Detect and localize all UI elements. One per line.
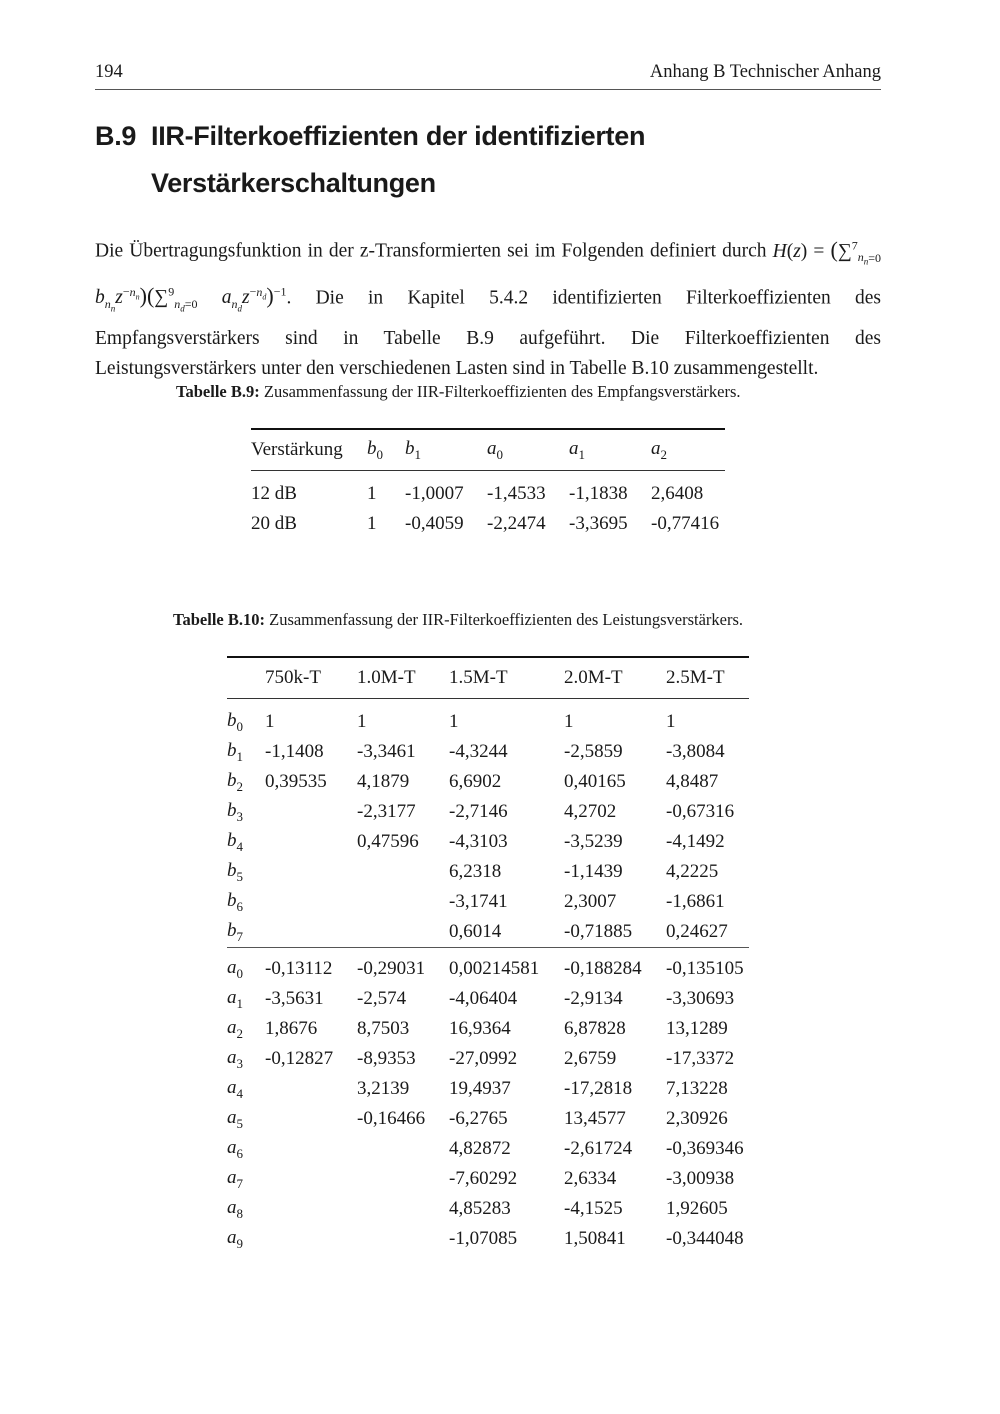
cell: -3,5239 — [564, 831, 623, 852]
cell: -0,4059 — [405, 513, 464, 534]
row-label-b3: $b_3$ — [227, 799, 243, 824]
section-title-line2: Verstärkerschaltungen — [151, 168, 436, 198]
cell: -3,3461 — [357, 741, 416, 762]
cell: -4,06404 — [449, 988, 518, 1009]
cell: 7,13228 — [666, 1078, 728, 1099]
cell: -0,29031 — [357, 958, 426, 979]
table-row — [227, 954, 749, 984]
header-1.0m-t: 1.0M-T — [357, 657, 449, 699]
running-title: Anhang B Technischer Anhang — [649, 62, 881, 82]
table-row — [227, 887, 749, 917]
table-row — [227, 737, 749, 767]
row-label-a4: $a_4$ — [227, 1076, 243, 1101]
page-number: 194 — [95, 62, 123, 82]
cell — [357, 1194, 449, 1224]
cell — [265, 1164, 357, 1194]
cell: 0,24627 — [666, 921, 728, 942]
table-row — [227, 1134, 749, 1164]
intro-paragraph — [95, 230, 881, 384]
cell: -1,0007 — [405, 483, 464, 504]
cell — [265, 857, 357, 887]
cell — [265, 887, 357, 917]
cell: -3,5631 — [265, 988, 324, 1009]
cell: -0,67316 — [666, 801, 735, 822]
row-label-b2: $b_2$ — [227, 769, 243, 794]
cell: 1 — [357, 711, 367, 732]
cell: -4,1492 — [666, 831, 725, 852]
table-b9-caption-text: Zusammenfassung der IIR-Filterkoeffizienten des Empfangsverstärkers. — [259, 382, 741, 401]
cell: -0,77416 — [651, 513, 720, 534]
row-label-a3: $a_3$ — [227, 1046, 243, 1071]
row-label-a9: $a_9$ — [227, 1226, 243, 1251]
cell — [357, 1224, 449, 1254]
table-row — [251, 509, 725, 539]
cell: -0,13112 — [265, 958, 333, 979]
row-label-a1: $a_1$ — [227, 986, 243, 1011]
cell — [357, 887, 449, 917]
table-row — [227, 917, 749, 948]
row-label-a5: $a_5$ — [227, 1106, 243, 1131]
cell: 4,2225 — [666, 861, 719, 882]
cell: 12 dB — [251, 483, 297, 504]
header-1.5m-t: 1.5M-T — [449, 657, 564, 699]
header-750k-t: 750k-T — [265, 657, 357, 699]
intro-text: Die Übertragungsfunktion in der z-Transformierten sei im Folgenden definiert durch — [95, 240, 767, 262]
cell: -0,16466 — [357, 1108, 426, 1129]
row-label-a6: $a_6$ — [227, 1136, 243, 1161]
cell — [265, 1074, 357, 1104]
cell: -3,00938 — [666, 1168, 735, 1189]
cell: -1,4533 — [487, 483, 546, 504]
cell — [265, 797, 357, 827]
cell: -3,8084 — [666, 741, 725, 762]
row-label-a8: $a_8$ — [227, 1196, 243, 1221]
table-row — [227, 984, 749, 1014]
cell: 2,6334 — [564, 1168, 617, 1189]
cell: 0,40165 — [564, 771, 626, 792]
cell: 6,6902 — [449, 771, 502, 792]
cell: 8,7503 — [357, 1018, 410, 1039]
header-a2: $a_2$ — [651, 429, 725, 471]
cell: -3,3695 — [569, 513, 628, 534]
cell: -0,12827 — [265, 1048, 334, 1069]
cell — [265, 917, 357, 948]
cell: 1 — [449, 711, 459, 732]
cell: 0,6014 — [449, 921, 502, 942]
cell: -3,1741 — [449, 891, 508, 912]
header-verstaerkung: Verstärkung — [251, 429, 367, 471]
table-b10-caption — [173, 610, 743, 630]
table-row — [227, 767, 749, 797]
cell: -1,07085 — [449, 1228, 518, 1249]
table-row — [251, 479, 725, 509]
row-label-b1: $b_1$ — [227, 739, 243, 764]
cell: 4,1879 — [357, 771, 410, 792]
cell: -1,1439 — [564, 861, 623, 882]
section-number: B.9 — [95, 121, 137, 151]
table-row — [227, 827, 749, 857]
cell: -2,9134 — [564, 988, 623, 1009]
table-row — [227, 1014, 749, 1044]
cell: -4,1525 — [564, 1198, 623, 1219]
cell: 1,50841 — [564, 1228, 626, 1249]
cell: -6,2765 — [449, 1108, 508, 1129]
cell: 13,1289 — [666, 1018, 728, 1039]
table-row — [227, 1194, 749, 1224]
cell: 6,2318 — [449, 861, 502, 882]
cell: -7,60292 — [449, 1168, 518, 1189]
cell: 4,2702 — [564, 801, 617, 822]
running-header — [95, 62, 881, 90]
cell — [265, 1224, 357, 1254]
table-b10-caption-text: Zusammenfassung der IIR-Filterkoeffizienten des Leistungsverstärkers. — [264, 610, 744, 629]
header-a0: $a_0$ — [487, 429, 569, 471]
cell: -17,3372 — [666, 1048, 735, 1069]
table-row — [227, 857, 749, 887]
cell — [357, 1164, 449, 1194]
section-heading — [95, 113, 895, 207]
cell: -0,188284 — [564, 958, 642, 979]
header-b0: $b_0$ — [367, 429, 405, 471]
cell: -1,1408 — [265, 741, 324, 762]
row-label-a7: $a_7$ — [227, 1166, 243, 1191]
cell: -2,7146 — [449, 801, 508, 822]
cell: -2,5859 — [564, 741, 623, 762]
cell: 4,85283 — [449, 1198, 511, 1219]
cell: -0,344048 — [666, 1228, 744, 1249]
cell: -2,574 — [357, 988, 407, 1009]
row-label-b6: $b_6$ — [227, 889, 243, 914]
cell: 0,47596 — [357, 831, 419, 852]
cell — [357, 917, 449, 948]
cell: -2,3177 — [357, 801, 416, 822]
cell: -27,0992 — [449, 1048, 518, 1069]
cell: 6,87828 — [564, 1018, 626, 1039]
header-empty — [227, 657, 265, 699]
cell — [265, 1134, 357, 1164]
cell: -1,6861 — [666, 891, 725, 912]
cell: 2,6408 — [651, 483, 704, 504]
table-row — [227, 1044, 749, 1074]
cell: -8,9353 — [357, 1048, 416, 1069]
header-2.5m-t: 2.5M-T — [666, 657, 749, 699]
header-b1: $b_1$ — [405, 429, 487, 471]
cell: 20 dB — [251, 513, 297, 534]
cell — [265, 1194, 357, 1224]
cell: -4,3103 — [449, 831, 508, 852]
table-b10 — [227, 656, 749, 1254]
cell: 19,4937 — [449, 1078, 511, 1099]
cell: 1 — [666, 711, 676, 732]
cell: -2,61724 — [564, 1138, 633, 1159]
row-label-b5: $b_5$ — [227, 859, 243, 884]
cell: -3,30693 — [666, 988, 735, 1009]
cell: 4,8487 — [666, 771, 719, 792]
row-label-b4: $b_4$ — [227, 829, 243, 854]
cell — [265, 1104, 357, 1134]
cell — [265, 827, 357, 857]
table-b9-caption-label: Tabelle B.9: — [176, 382, 260, 401]
section-title-line1: IIR-Filterkoeffizienten der identifizierten — [151, 121, 646, 151]
cell: -17,2818 — [564, 1078, 633, 1099]
cell: 2,30926 — [666, 1108, 728, 1129]
cell: 13,4577 — [564, 1108, 626, 1129]
cell: 1 — [564, 711, 574, 732]
paragraph-continuation: . Die in Kapitel 5.4.2 identifizierten Filterkoeffizienten des Empfangsverstärkers sind in Tabelle B.9 aufgeführt. Die Filterkoeffizienten des Leistungsverstärkers unter den verschiedenen Lasten sind in Tabelle B.10 zusammengestellt. — [95, 287, 881, 379]
cell — [357, 1134, 449, 1164]
cell: -1,1838 — [569, 483, 628, 504]
transfer-function-formula: H(z) = (∑$^7_{n_n=0}$ $b_{n_n}z^{-n_n})(\sum^9_{n_d=0}$ $a_{n_d}z^{-n_d})^{-1}$ — [95, 236, 881, 314]
table-row — [227, 797, 749, 827]
table-row — [227, 1164, 749, 1194]
table-row — [227, 1074, 749, 1104]
cell: -4,3244 — [449, 741, 508, 762]
cell: 2,3007 — [564, 891, 617, 912]
cell: 16,9364 — [449, 1018, 511, 1039]
cell: 0,00214581 — [449, 958, 540, 979]
header-2.0m-t: 2.0M-T — [564, 657, 666, 699]
cell: 3,2139 — [357, 1078, 410, 1099]
cell: -0,369346 — [666, 1138, 744, 1159]
table-row — [227, 1224, 749, 1254]
row-label-b7: $b_7$ — [227, 919, 243, 944]
cell: 1,8676 — [265, 1018, 318, 1039]
row-label-a2: $a_2$ — [227, 1016, 243, 1041]
table-b9-caption — [176, 382, 741, 402]
cell: -2,2474 — [487, 513, 546, 534]
table-b10-header-row — [227, 657, 749, 699]
cell: 4,82872 — [449, 1138, 511, 1159]
cell: -0,135105 — [666, 958, 744, 979]
table-b9-header-row — [251, 429, 725, 471]
row-label-b0: $b_0$ — [227, 709, 243, 734]
cell: 1 — [367, 483, 377, 504]
cell: 1 — [367, 513, 377, 534]
cell: 0,39535 — [265, 771, 327, 792]
header-a1: $a_1$ — [569, 429, 651, 471]
cell: 1,92605 — [666, 1198, 728, 1219]
table-row — [227, 1104, 749, 1134]
table-row — [227, 707, 749, 737]
cell — [357, 857, 449, 887]
table-b9 — [251, 428, 725, 539]
cell: 1 — [265, 711, 275, 732]
cell: -0,71885 — [564, 921, 633, 942]
row-label-a0: $a_0$ — [227, 956, 243, 981]
table-b10-caption-label: Tabelle B.10: — [173, 610, 265, 629]
cell: 2,6759 — [564, 1048, 617, 1069]
